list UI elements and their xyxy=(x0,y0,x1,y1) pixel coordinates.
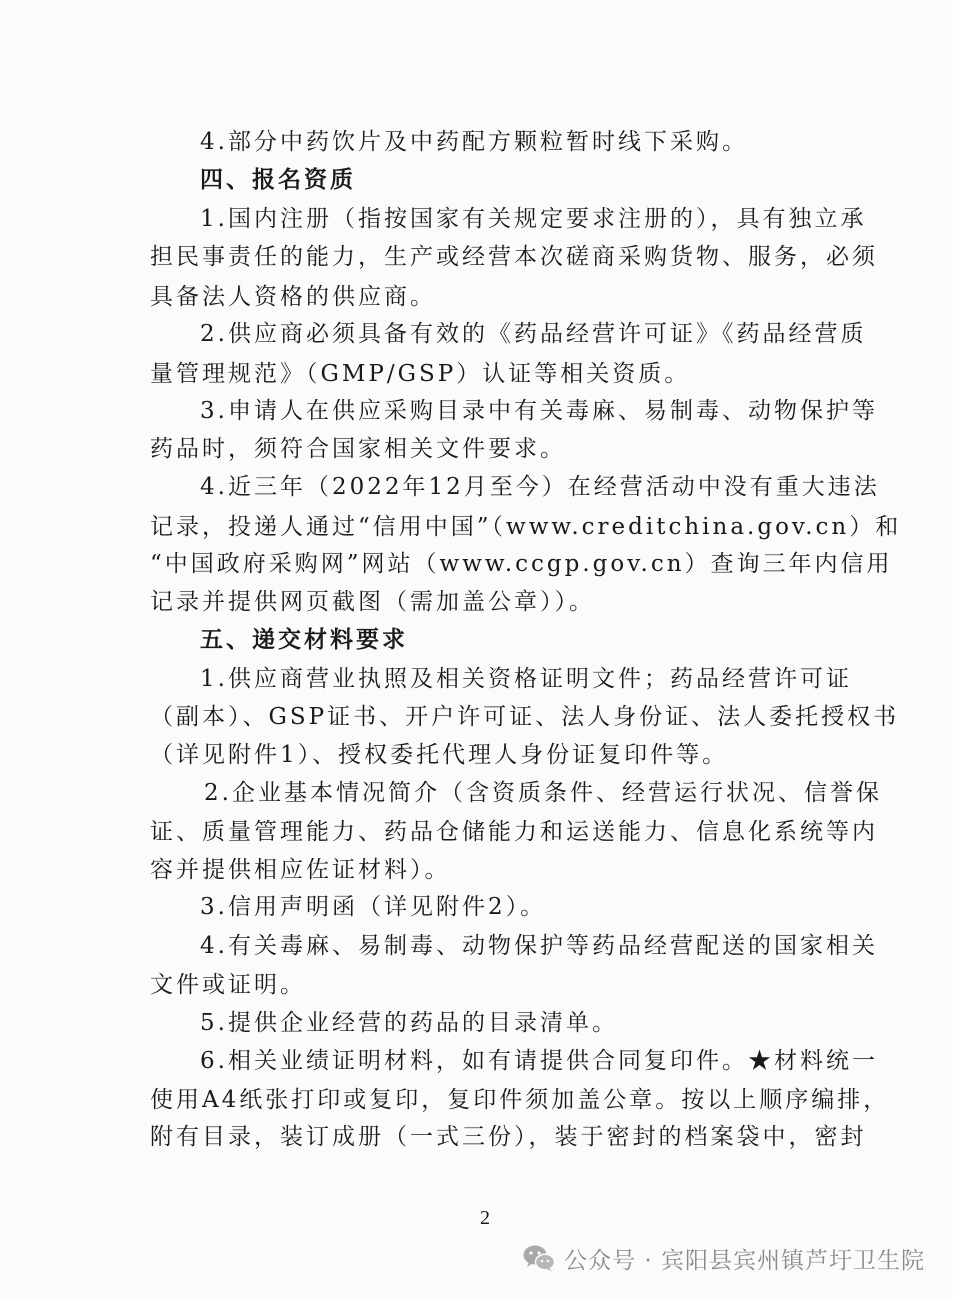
section-heading: 四、报名资质 xyxy=(200,167,356,193)
document-line: 记录并提供网页截图（需加盖公章））。 xyxy=(150,589,595,615)
watermark xyxy=(522,1238,925,1278)
document-line: 容并提供相应佐证材料）。 xyxy=(150,857,451,883)
document-line: 担民事责任的能力，生产或经营本次磋商采购货物、服务，必须 xyxy=(150,244,878,270)
document-line: 4.部分中药饮片及中药配方颗粒暂时线下采购。 xyxy=(200,129,748,155)
document-line: 文件或证明。 xyxy=(150,972,306,998)
document-line: 证、质量管理能力、药品仓储能力和运送能力、信息化系统等内 xyxy=(150,819,878,845)
document-line: 1.供应商营业执照及相关资格证明文件；药品经营许可证 xyxy=(200,666,852,692)
document-line: 3.信用声明函（详见附件2）。 xyxy=(200,894,547,920)
watermark-text: 公众号 · 宾阳县宾州镇芦圩卫生院 xyxy=(564,1247,925,1274)
wechat-icon xyxy=(522,1243,556,1273)
page-number: 2 xyxy=(480,1207,490,1229)
document-line: 4.有关毒麻、易制毒、动物保护等药品经营配送的国家相关 xyxy=(200,933,878,959)
document-line: 量管理规范》（GMP/GSP）认证等相关资质。 xyxy=(150,361,691,387)
document-line: 记录，投递人通过“信用中国”（www.creditchina.gov.cn）和 xyxy=(150,514,902,540)
document-line: 6.相关业绩证明材料，如有请提供合同复印件。★材料统一 xyxy=(200,1048,878,1074)
document-line: 附有目录，装订成册（一式三份），装于密封的档案袋中，密封 xyxy=(150,1124,867,1150)
document-line: “中国政府采购网”网站（www.ccgp.gov.cn）查询三年内信用 xyxy=(150,551,893,577)
document-line: 3.申请人在供应采购目录中有关毒麻、易制毒、动物保护等 xyxy=(200,398,878,424)
document-line: 1.国内注册（指按国家有关规定要求注册的），具有独立承 xyxy=(200,206,867,232)
document-line: （详见附件1）、授权委托代理人身份证复印件等。 xyxy=(150,742,729,768)
document-line: 5.提供企业经营的药品的目录清单。 xyxy=(200,1010,618,1036)
section-heading: 五、递交材料要求 xyxy=(200,627,408,653)
document-line: 2.供应商必须具备有效的《药品经营许可证》《药品经营质 xyxy=(200,321,867,347)
document-line: 使用A4纸张打印或复印，复印件须加盖公章。按以上顺序编排， xyxy=(150,1087,890,1113)
document-line: 2.企业基本情况简介（含资质条件、经营运行状况、信誉保 xyxy=(204,780,882,806)
document-line: 药品时，须符合国家相关文件要求。 xyxy=(150,436,566,462)
document-line: （副本）、GSP证书、开户许可证、法人身份证、法人委托授权书 xyxy=(150,704,900,730)
document-line: 4.近三年（2022年12月至今）在经营活动中没有重大违法 xyxy=(200,474,880,500)
document-line: 具备法人资格的供应商。 xyxy=(150,284,436,310)
